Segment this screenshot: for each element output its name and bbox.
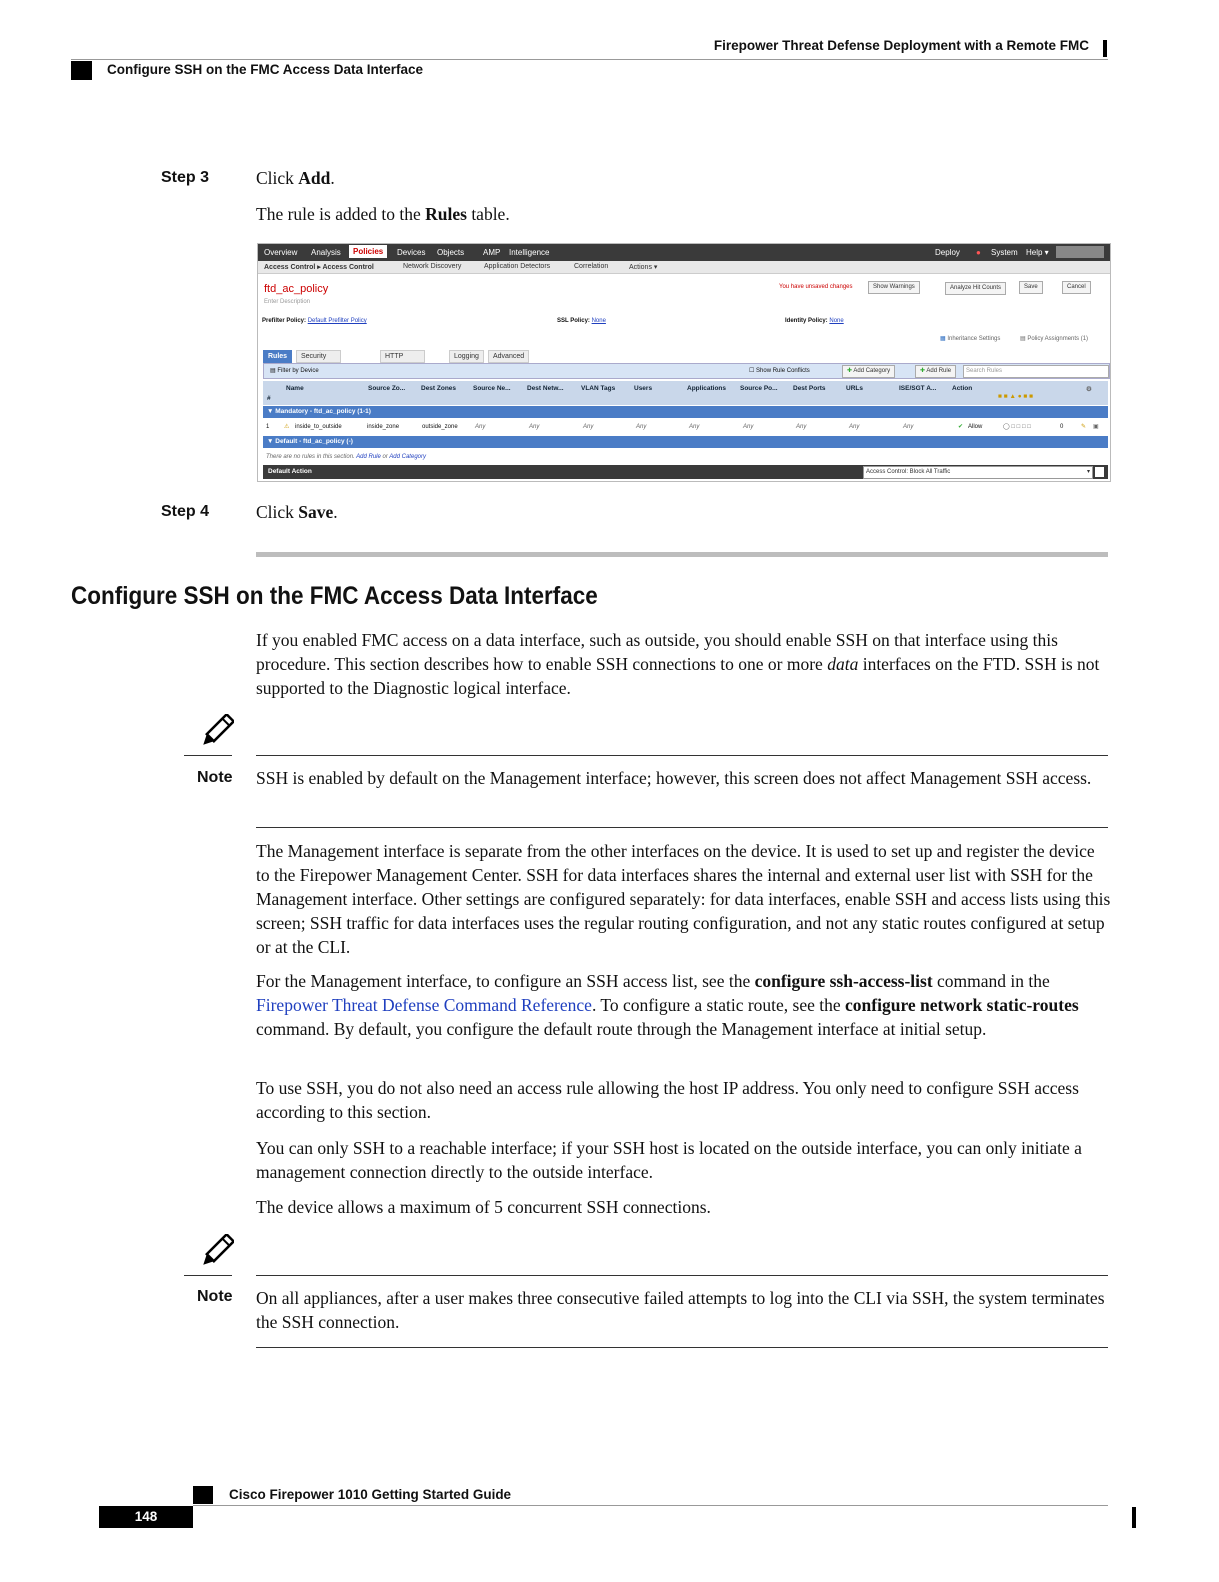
nav-intelligence[interactable]: Intelligence <box>509 248 550 257</box>
pencil-icon <box>198 1234 234 1270</box>
prefilter-label: Prefilter Policy: <box>262 318 307 324</box>
intro-paragraph <box>256 628 1112 700</box>
identity-link[interactable]: None <box>829 318 844 324</box>
running-header-chapter: Firepower Threat Defense Deployment with a Remote FMC <box>713 38 1089 53</box>
add-category-icon: ✚ <box>847 368 853 374</box>
sub-nav <box>258 261 1110 274</box>
rule-dest-networks: Any <box>529 424 540 430</box>
rule-hit-count: 0 <box>1060 424 1064 430</box>
step-4-pre: Click <box>256 502 299 522</box>
header-square <box>71 61 92 80</box>
para3-a: For the Management interface, to configure an SSH access list, see the <box>256 971 755 991</box>
step-4-post: . <box>333 502 338 522</box>
rule-vlan-tags: Any <box>583 424 594 430</box>
col-vlan-tags[interactable]: VLAN Tags <box>581 385 616 392</box>
col-source-ports[interactable]: Source Po... <box>740 385 778 392</box>
rule-ise-sgt: Any <box>903 424 914 430</box>
prefilter-link[interactable]: Default Prefilter Policy <box>307 318 367 324</box>
empty-add-rule-link[interactable]: Add Rule <box>356 454 381 460</box>
ssl-label: SSL Policy: <box>557 318 590 324</box>
inheritance-settings[interactable] <box>940 335 1000 342</box>
note-rule-short <box>184 755 232 756</box>
subnav-actions[interactable]: Actions ▾ <box>629 264 658 271</box>
add-category-button[interactable] <box>842 365 895 378</box>
allow-check-icon: ✔ <box>958 424 964 430</box>
step-4-text <box>256 500 1112 524</box>
nav-policies[interactable]: Policies <box>349 245 387 258</box>
empty-or: or <box>380 454 390 460</box>
step-3-bold: Add <box>298 168 331 188</box>
assignments-icon: ▤ <box>1020 336 1026 342</box>
default-action-select[interactable] <box>863 466 1093 479</box>
note-label: Note <box>197 769 233 786</box>
nav-deploy[interactable]: Deploy <box>935 248 960 257</box>
note-rule-top <box>256 1275 1108 1276</box>
delete-icon[interactable]: ▣ <box>1093 424 1099 430</box>
filter-label: Filter by Device <box>277 368 319 374</box>
identity-policy <box>785 318 844 324</box>
rule-applications: Any <box>689 424 700 430</box>
default-action-row <box>263 465 1108 479</box>
edit-icon[interactable]: ✎ <box>1081 424 1087 430</box>
rule-source-ports: Any <box>743 424 754 430</box>
col-dest-networks[interactable]: Dest Netw... <box>527 385 564 392</box>
step-3-post: . <box>330 168 335 188</box>
top-nav <box>258 244 1110 261</box>
ssh-access-list-paragraph <box>256 969 1112 1041</box>
tab-logging[interactable]: Logging <box>449 350 484 363</box>
filter-icon: ▤ <box>270 368 276 374</box>
inheritance-label: Inheritance Settings <box>947 336 1001 342</box>
rule-urls: Any <box>849 424 860 430</box>
rule-name: inside_to_outside <box>295 424 342 430</box>
nav-devices[interactable]: Devices <box>397 248 426 257</box>
footer-square <box>193 1486 213 1504</box>
para3-d: . To configure a static route, see the <box>591 995 846 1015</box>
chevron-down-icon: ▾ <box>1086 469 1090 475</box>
rules-toolbar <box>263 363 1110 379</box>
empty-pre: There are no rules in this section. <box>266 454 357 460</box>
nav-overview[interactable]: Overview <box>264 248 298 257</box>
identity-label: Identity Policy: <box>785 318 828 324</box>
add-rule-icon: ✚ <box>920 368 926 374</box>
add-rule-label: Add Rule <box>926 368 952 374</box>
col-num: # <box>267 395 271 402</box>
tab-advanced[interactable]: Advanced <box>488 350 529 363</box>
unsaved-changes: You have unsaved changes <box>779 284 853 290</box>
rule-num: 1 <box>266 424 270 430</box>
col-dest-zones[interactable]: Dest Zones <box>421 385 457 392</box>
user-menu[interactable] <box>1056 246 1104 258</box>
cancel-button[interactable]: Cancel <box>1062 281 1091 294</box>
rule-dest-zone: outside_zone <box>422 424 458 430</box>
step-3-result-post: table. <box>466 204 510 224</box>
intro-em: data <box>827 654 859 674</box>
policy-description[interactable]: Enter Description <box>264 299 311 305</box>
footer-guide-title: Cisco Firepower 1010 Getting Started Guide <box>229 1487 512 1502</box>
note-text: SSH is enabled by default on the Management interface; however, this screen does not affect Management SSH access. <box>256 768 1092 788</box>
analyze-hit-counts-button[interactable]: Analyze Hit Counts <box>945 282 1006 295</box>
save-button[interactable]: Save <box>1019 281 1043 294</box>
section-title: Configure SSH on the FMC Access Data Interface <box>71 582 598 610</box>
running-header-section: Configure SSH on the FMC Access Data Interface <box>107 62 424 77</box>
rule-action: Allow <box>968 424 983 430</box>
rule-source-networks: Any <box>475 424 486 430</box>
note-rule-short <box>184 1275 232 1276</box>
col-source-networks[interactable]: Source Ne... <box>473 385 511 392</box>
subnav-network-discovery[interactable]: Network Discovery <box>403 263 462 270</box>
management-paragraph: The Management interface is separate from the other interfaces on the device. It is used to set up and register the device to the Firepower Management Center. SSH for data interfaces shares the internal and external user list with SSH for the Management interface. Other settings are configured separately: for data interfaces, enable SSH and access lists using this screen; SSH traffic for data interfaces uses the regular routing configuration, and not any static routes configured at setup or at the CLI. <box>256 841 1111 957</box>
rule-option-icons: ◯ □ □ □ □ <box>1003 424 1031 430</box>
note-rule-top <box>256 755 1108 756</box>
inheritance-icon: ▦ <box>940 336 946 342</box>
max-connections-paragraph: The device allows a maximum of 5 concurrent SSH connections. <box>256 1197 711 1217</box>
rule-users: Any <box>636 424 647 430</box>
policy-name: ftd_ac_policy <box>264 283 329 295</box>
para3-c: command in the <box>932 971 1050 991</box>
rule-dest-ports: Any <box>796 424 807 430</box>
ssl-link[interactable]: None <box>591 318 606 324</box>
tab-http-responses[interactable]: HTTP <box>380 350 425 363</box>
para3-command-1: configure ssh-access-list <box>754 971 933 991</box>
step-3-result-bold: Rules <box>425 204 467 224</box>
col-urls[interactable]: URLs <box>846 385 863 392</box>
note-text: On all appliances, after a user makes three consecutive failed attempts to log into the CLI via SSH, the system terminates the SSH connection. <box>256 1288 1105 1332</box>
col-dest-ports[interactable]: Dest Ports <box>793 385 826 392</box>
col-applications[interactable]: Applications <box>687 385 727 392</box>
add-category-label: Add Category <box>853 368 891 374</box>
subnav-correlation[interactable]: Correlation <box>574 263 609 270</box>
procedure-end-rule <box>256 552 1108 557</box>
gear-icon[interactable]: ⚙ <box>1086 386 1092 393</box>
note-rule-bottom <box>256 1347 1108 1348</box>
step-3-text <box>256 166 1112 190</box>
mandatory-section[interactable] <box>263 406 1108 418</box>
show-conflicts-label: Show Rule Conflicts <box>756 368 810 374</box>
col-ise-sgt[interactable]: ISE/SGT A... <box>899 385 937 392</box>
alert-icon[interactable]: ● <box>976 248 981 257</box>
pencil-icon <box>198 714 234 750</box>
intro-p1: If you enabled FMC access on a data interface, such as outside, you should enable SSH on that interface using this procedure. This section describes how to enable SSH connections to one or more <box>256 630 1058 674</box>
nav-help[interactable]: Help ▾ <box>1026 248 1049 257</box>
step-4-label: Step 4 <box>161 503 210 520</box>
header-rule <box>71 59 1108 60</box>
assignments-label: Policy Assignments (1) <box>1027 336 1089 342</box>
mandatory-label: Mandatory - ftd_ac_policy (1-1) <box>275 408 371 415</box>
step-3-label: Step 3 <box>161 169 210 186</box>
subnav-access-control[interactable]: Access Control ▸ Access Control <box>264 264 374 271</box>
ssl-policy <box>557 318 606 324</box>
nav-objects[interactable]: Objects <box>437 248 465 257</box>
default-action-value: Access Control: Block All Traffic <box>866 469 951 475</box>
warning-icon: ⚠ <box>284 424 290 430</box>
expand-icon: ▼ <box>267 408 274 415</box>
subnav-application-detectors[interactable]: Application Detectors <box>484 263 551 270</box>
command-reference-link[interactable]: Firepower Threat Defense Command Reference <box>256 995 592 1015</box>
col-action[interactable]: Action <box>952 385 973 392</box>
note-label: Note <box>197 1288 233 1305</box>
tab-rules[interactable]: Rules <box>263 350 292 363</box>
footer-rule <box>193 1505 1108 1506</box>
expand-icon: ▼ <box>267 438 274 445</box>
note-rule-bottom <box>256 827 1108 828</box>
show-rule-conflicts[interactable]: ☐ Show Rule Conflicts <box>749 368 810 374</box>
nav-system[interactable]: System <box>991 248 1018 257</box>
reachable-interface-paragraph: You can only SSH to a reachable interface; if your SSH host is located on the outside interface, you can only initiate a management connection directly to the outside interface. <box>256 1138 1082 1182</box>
empty-section-message <box>263 451 1108 463</box>
header-bar <box>1103 40 1107 57</box>
empty-add-category-link[interactable]: Add Category <box>389 454 426 460</box>
fmc-screenshot <box>257 243 1111 482</box>
filter-by-device[interactable] <box>270 367 319 374</box>
nav-amp[interactable]: AMP <box>483 248 501 257</box>
intro-end: interfaces on the FTD. SSH is not supported to the Diagnostic logical interface. <box>256 654 1100 698</box>
col-users[interactable]: Users <box>634 385 653 392</box>
col-source-zones[interactable]: Source Zo... <box>368 385 406 392</box>
step-4-bold: Save <box>298 502 334 522</box>
table-row[interactable] <box>263 421 1108 433</box>
tab-security-intelligence[interactable]: Security <box>296 350 341 363</box>
prefilter-policy <box>262 318 367 324</box>
para3-command-2: configure network static-routes <box>845 995 1079 1015</box>
col-name[interactable]: Name <box>286 385 304 392</box>
page-number: 148 <box>99 1506 193 1528</box>
column-icons: ■ ■ ▲ ● ■ ■ <box>998 393 1034 400</box>
footer-bar <box>1132 1507 1136 1528</box>
access-rule-paragraph: To use SSH, you do not also need an access rule allowing the host IP address. You only need to configure SSH access according to this section. <box>256 1078 1079 1122</box>
default-section[interactable] <box>263 436 1108 448</box>
add-rule-button[interactable] <box>915 365 956 378</box>
rule-source-zone: inside_zone <box>367 424 400 430</box>
step-3-result <box>256 202 1112 226</box>
step-3-pre: Click <box>256 168 299 188</box>
nav-analysis[interactable]: Analysis <box>311 248 341 257</box>
search-rules-input[interactable]: Search Rules <box>963 365 1109 378</box>
show-warnings-button[interactable]: Show Warnings <box>868 281 920 294</box>
policy-assignments[interactable] <box>1020 335 1088 342</box>
logging-icon[interactable] <box>1095 467 1104 477</box>
default-section-label: Default - ftd_ac_policy (-) <box>275 438 353 445</box>
default-action-label: Default Action <box>268 468 312 475</box>
rules-table-header <box>263 381 1108 405</box>
para3-f: command. By default, you configure the default route through the Management interface at initial setup. <box>256 1019 987 1039</box>
step-3-result-pre: The rule is added to the <box>256 204 426 224</box>
